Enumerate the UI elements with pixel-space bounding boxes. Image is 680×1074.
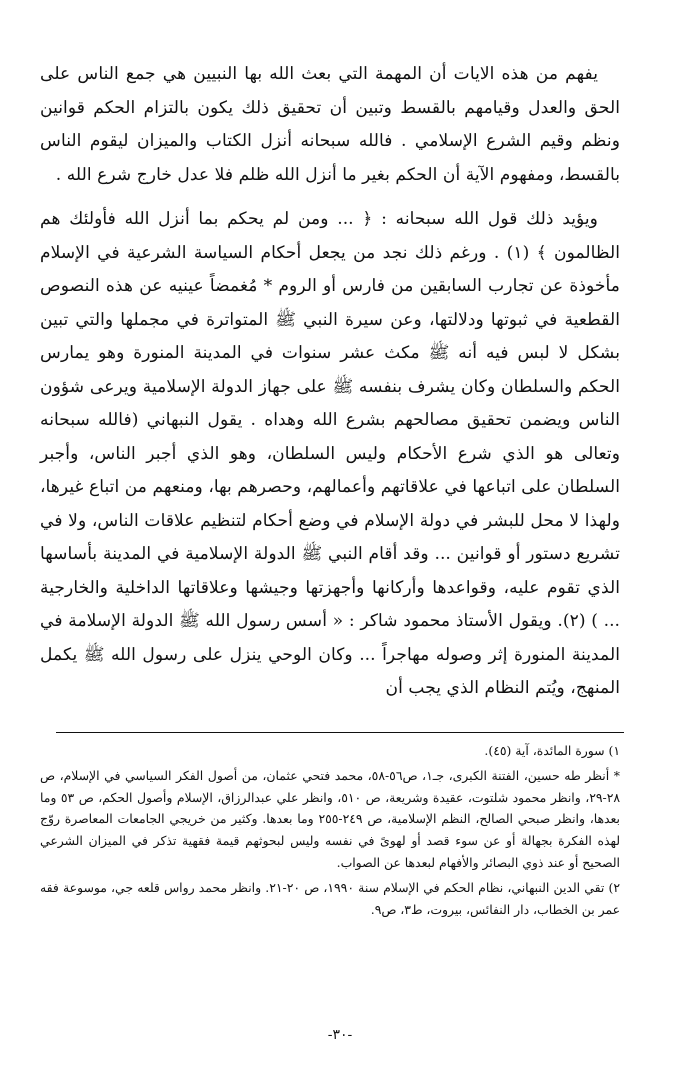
footnote: * أنظر طه حسين، الفتنة الكبرى، جـ١، ص٥٦-٥٨، محمد فتحي عثمان، من أصول الفكر السياسي في الإسلام، ص ٢٨-٢٩، وانظر محمود شلتوت، عقيدة وشريعة، ص ٥١٠، وانظر علي عبدالرزاق، الإسلام وأصول الحكم، ص ٥٣ وما بعدها، وانظر صبحي الصالح، النظم الإسلامية، ص ٢٤٩-٢٥٥ وما بعدها. وكثير من خريجي الجامعات المعاصرة روّج لهذه الفكرة بجهالة أو عن سوء قصد أو لهوىً في نفسه وليس لبحوثهم قيمة فقهية تذكر في الميزان الشرعي الصحيح أو عند ذوي البصائر والأفهام لبعدها عن الصواب. bbox=[40, 767, 620, 870]
paragraph: يفهم من هذه الايات أن المهمة التي بعث الله بها النبيين هي جمع الناس على الحق والعدل وقيامهم بالقسط وتبين أن تحقيق ذلك يكون بالتزام الحكم قوانين ونظم وقيم الشرع الإسلامي . فالله سبحانه أنزل الكتاب والميزان ليقوم الناس بالقسط، ومفهوم الآية أن الحكم بغير ما أنزل الله ظلم فلا عدل خارج شرع الله . bbox=[40, 64, 620, 185]
footnotes bbox=[40, 740, 620, 920]
main-text bbox=[40, 58, 620, 706]
page-number: -٣٠- bbox=[327, 1027, 353, 1043]
paragraph: ويؤيد ذلك قول الله سبحانه : ﴿ ... ومن لم يحكم بما أنزل الله فأولئك هم الظالمون ﴾ (١) . ورغم ذلك نجد من يجعل أحكام السياسة الشرعية في الإسلام مأخوذة عن تجارب السابقين من فارس أو الروم * مُغمضاً عينيه عن هذه النصوص القطعية في ثبوتها ودلالتها، وعن سيرة النبي ﷺ المتواترة في مجملها والتي تبين بشكل لا لبس فيه أنه ﷺ مكث عشر سنوات في المدينة المنورة وهو يمارس الحكم والسلطان وكان يشرف بنفسه ﷺ على جهاز الدولة الإسلامية ويرعى شؤون الناس ويضمن تحقيق مصالحهم بشرع الله وهداه . يقول النبهاني (فالله سبحانه وتعالى هو الذي شرع الأحكام وليس السلطان، وهو الذي أجبر الناس، وأجبر السلطان على اتباعها في علاقاتهم وأعمالهم، وحصرهم بها، ومنعهم من اتباع غيرها، ولهذا لا محل للبشر في دولة الإسلام في وضع أحكام لتنظيم علاقات الناس، ولا في تشريع دستور أو قوانين ... وقد أقام النبي ﷺ الدولة الإسلامية في المدينة بأساسها الذي تقوم عليه، وقواعدها وأركانها وأجهزتها وجيشها وعلاقاتها الداخلية والخارجية ... ) (٢). ويقول الأستاذ محمود شاكر : « أسس رسول الله ﷺ الدولة الإسلامة في المدينة المنورة إثر وصوله مهاجراً ... وكان الوحي ينزل على رسول الله ﷺ يكمل المنهج، ويُتم النظام الذي يجب أن bbox=[40, 209, 620, 698]
footnote-separator bbox=[56, 732, 624, 733]
footnote: ١) سورة المائدة، آية (٤٥). bbox=[484, 743, 620, 758]
footnote: ٢) تقي الدين النبهاني، نظام الحكم في الإسلام سنة ١٩٩٠، ص ٢٠-٢١. وانظر محمد رواس قلعه جي، موسوعة فقه عمر بن الخطاب، دار النفائس، بيروت، ط٣، ص٩. bbox=[40, 879, 621, 917]
